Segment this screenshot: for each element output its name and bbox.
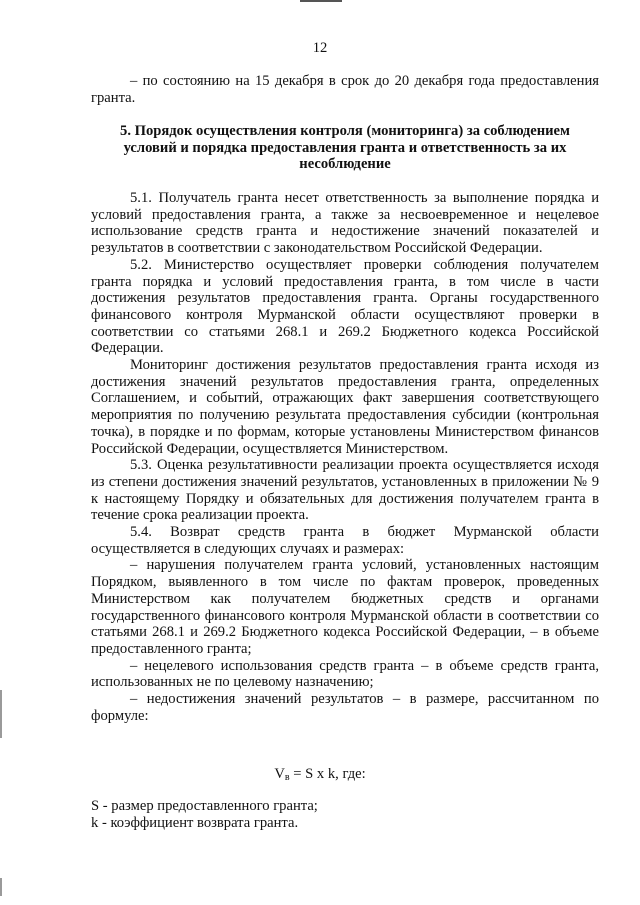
- definition-s: S - размер предоставленного гранта;: [91, 798, 318, 814]
- return-formula: [0, 766, 640, 783]
- formula-lhs: V: [274, 766, 285, 782]
- paragraph-5-2: 5.2. Министерство осуществляет проверки соблюдения получателем гранта порядка и условий предоставления гранта, в том числе в части достижения результатов предоставления гранта. Органы государственного финансового контроля Мурманской области осуществляют проверки в соответствии со статьями 268.1 и 269.2 Бюджетного кодекса Российской Федерации.: [91, 256, 599, 357]
- section-heading-line: несоблюдение: [299, 156, 391, 173]
- formula-lhs-subscript: в: [284, 772, 290, 783]
- scan-mark-left: [0, 690, 2, 738]
- paragraph-monitoring: Мониторинг достижения результатов предоставления гранта исходя из достижения значений результатов предоставления гранта, определенных Соглашением, и событий, отражающих факт завершения соответствующего мероприятия по получению результата предоставления субсидии (контрольная точка), в порядке и по формам, которые установлены Министерством финансов Российской Федерации, осуществляется Министерством.: [91, 357, 599, 457]
- list-item-underachievement: – недостижения значений результатов – в размере, рассчитанном по формуле:: [91, 691, 599, 724]
- list-item-misuse: – нецелевого использования средств гранта – в объеме средств гранта, использованных не по целевому назначению;: [91, 657, 599, 691]
- formula-rhs: = S x k, где:: [289, 766, 366, 782]
- intro-block: [91, 73, 599, 106]
- scan-mark-left-bottom: [0, 878, 2, 896]
- list-item-violation: – нарушения получателем гранта условий, установленных настоящим Порядком, выявленного в том числе по фактам проверок, проведенных Министерством как получателем бюджетных средств и органами государственного финансового контроля Мурманской области в соответствии со статьями 268.1 и 269.2 Бюджетного кодекса Российской Федерации, – в объеме предоставленного гранта;: [91, 557, 599, 657]
- scan-mark-top: [300, 0, 342, 2]
- formula-definitions: [91, 798, 599, 831]
- section-heading-line: условий и порядка предоставления гранта и ответственность за их: [123, 139, 567, 156]
- section-body: [91, 190, 599, 725]
- paragraph-5-1: 5.1. Получатель гранта несет ответственность за выполнение порядка и условий предоставления гранта, а также за несвоевременное и нецелевое использование средств гранта и недостижение значений показателей и результатов в соответствии с законодательством Российской Федерации.: [91, 190, 599, 257]
- definition-k: k - коэффициент возврата гранта.: [91, 814, 299, 831]
- paragraph-5-3: 5.3. Оценка результативности реализации проекта осуществляется исходя из степени достижения значений результатов, установленных в приложении № 9 к настоящему Порядку и обязательных для достижения получателем гранта в течение срока реализации проекта.: [91, 457, 599, 524]
- intro-line: – по состоянию на 15 декабря в срок до 20 декабря года предоставления гранта.: [91, 73, 599, 106]
- paragraph-5-4: 5.4. Возврат средств гранта в бюджет Мурманской области осуществляется в следующих случаях и размерах:: [91, 524, 599, 557]
- section-heading-line: 5. Порядок осуществления контроля (мониторинга) за соблюдением: [120, 123, 570, 139]
- section-heading: [100, 123, 590, 173]
- page-number: 12: [312, 40, 328, 56]
